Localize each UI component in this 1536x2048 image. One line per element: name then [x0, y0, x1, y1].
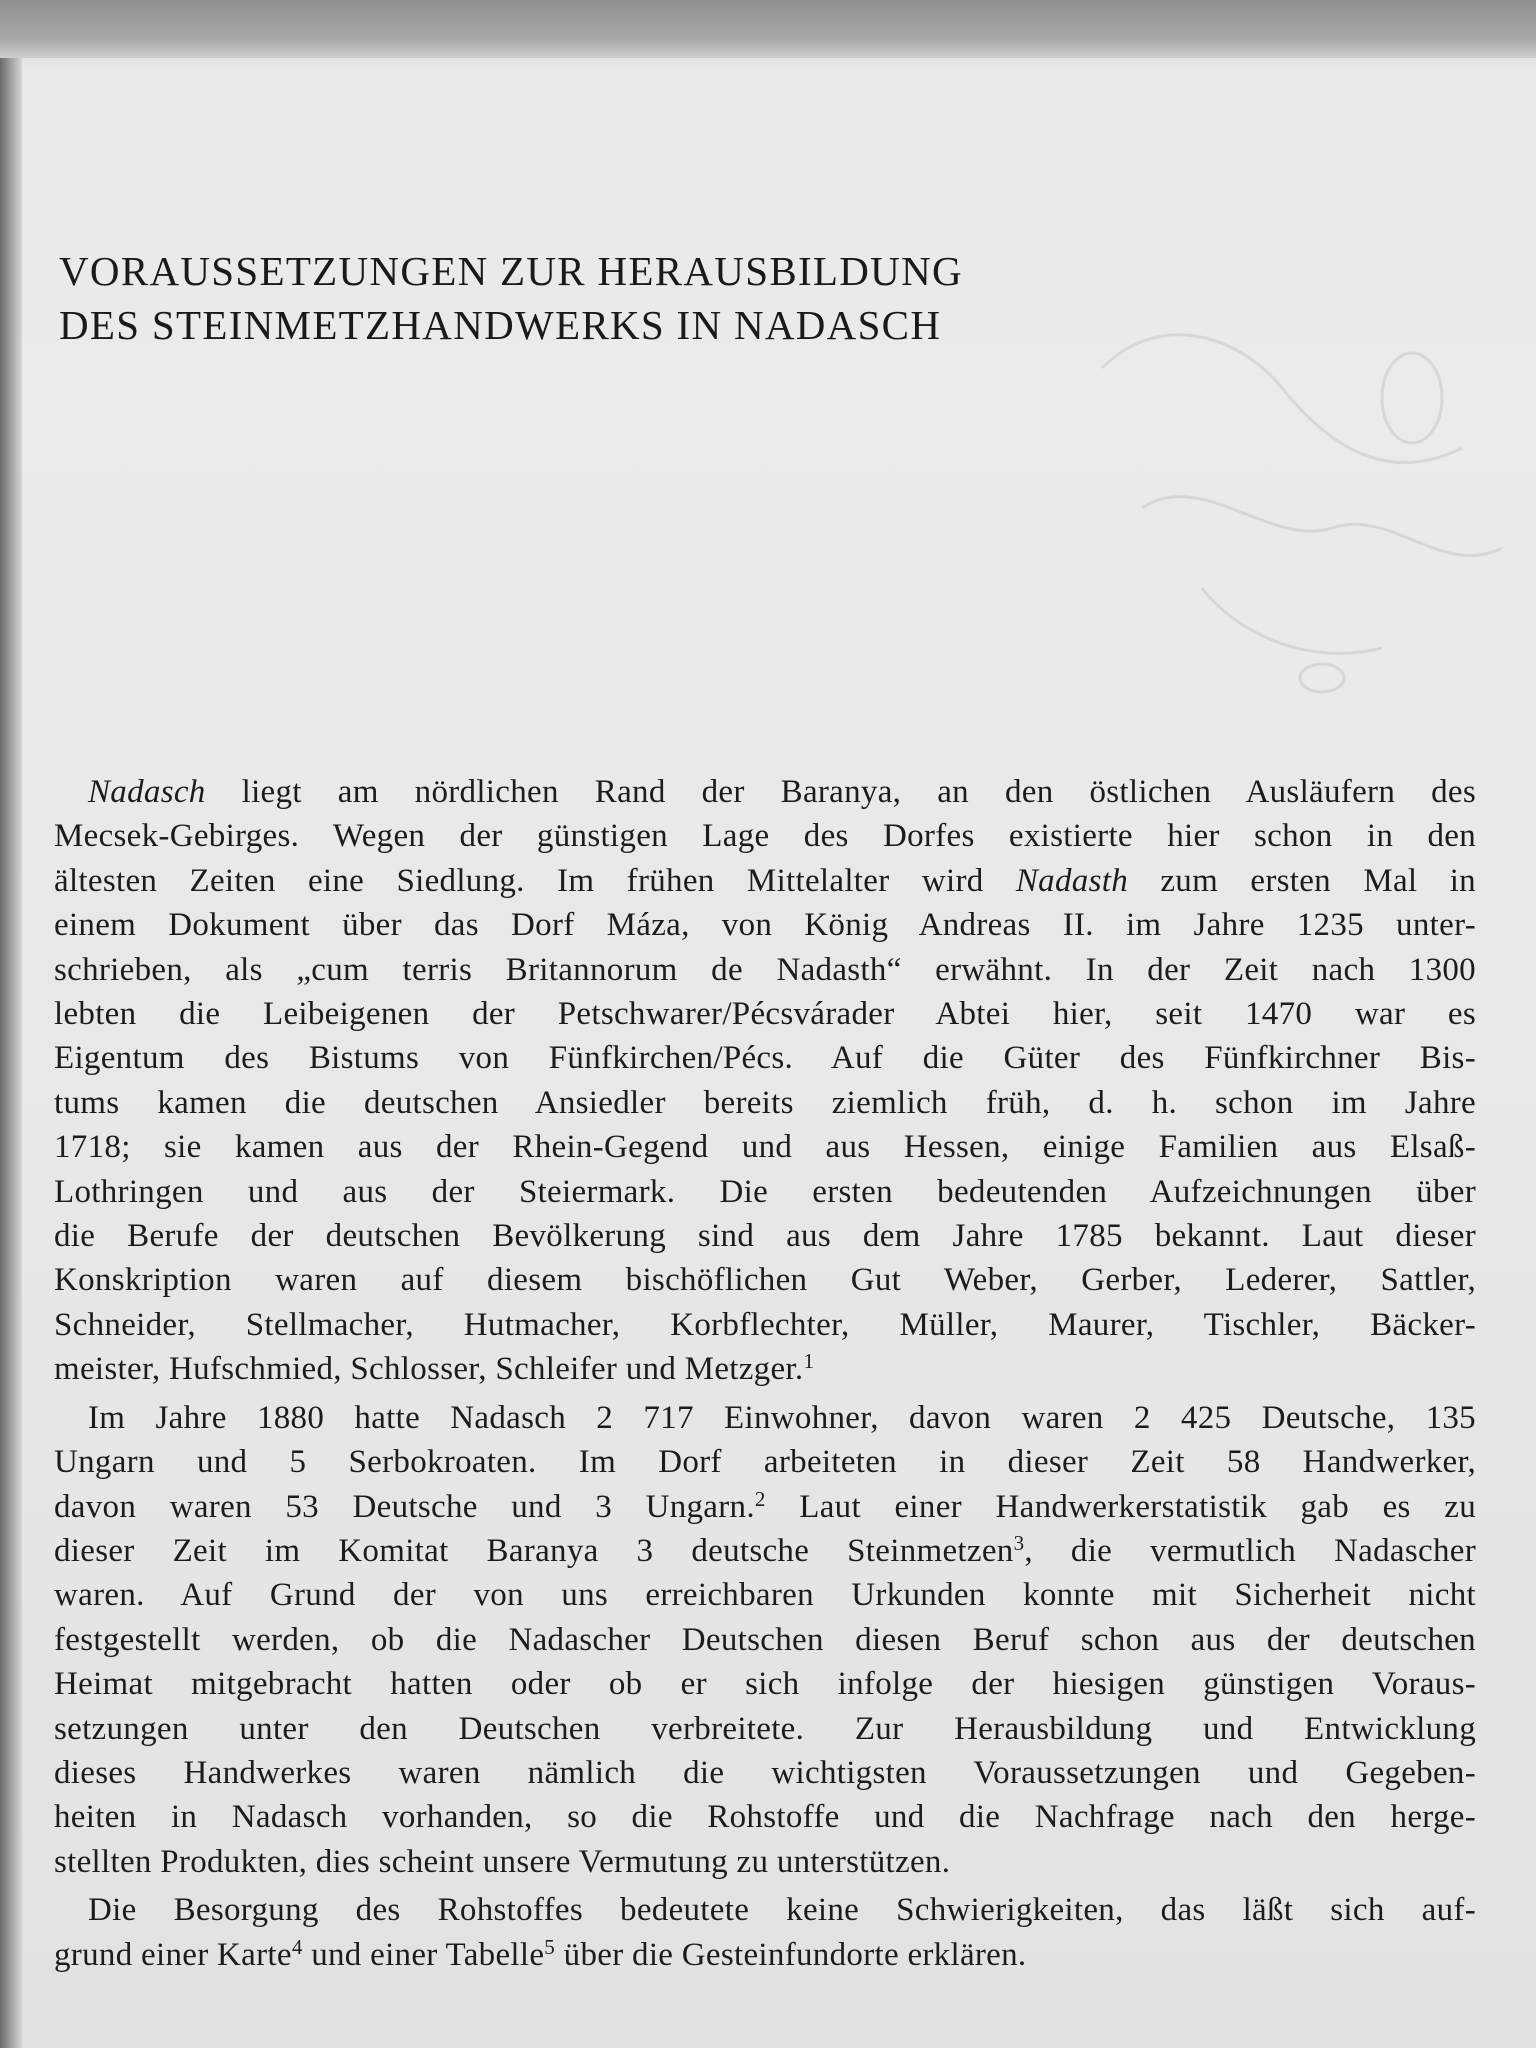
text-line: festgestellt werden, ob die Nadascher Deutschen diesen Beruf schon aus der deutschen — [54, 1621, 1476, 1658]
text-line: Im Jahre 1880 hatte Nadasch 2 717 Einwohner, davon waren 2 425 Deutsche, 135 — [88, 1399, 1476, 1436]
paragraph-2 — [54, 1396, 1476, 1884]
text-run: , die vermutlich Nadascher — [1024, 1532, 1476, 1569]
text-line: tums kamen die deutschen Ansiedler bereits ziemlich früh, d. h. schon im Jahre — [54, 1084, 1476, 1121]
text-run: zum ersten Mal in — [1128, 862, 1476, 899]
text-run: meister, Hufschmied, Schlosser, Schleifer und Metzger. — [54, 1351, 804, 1388]
scan-top-edge — [0, 0, 1536, 58]
paragraph-3 — [54, 1888, 1476, 1977]
text-line — [54, 859, 1476, 903]
footnote-marker: 2 — [754, 1486, 766, 1511]
article-body — [54, 770, 1476, 1981]
footnote-marker: 5 — [544, 1934, 556, 1959]
text-run: und einer Tabelle — [302, 1936, 545, 1973]
text-line: Schneider, Stellmacher, Hutmacher, Korbflechter, Müller, Maurer, Tischler, Bäcker- — [54, 1306, 1476, 1343]
text-line: Heimat mitgebracht hatten oder ob er sich infolge der hiesigen günstigen Voraus- — [54, 1666, 1476, 1703]
text-line: Ungarn und 5 Serbokroaten. Im Dorf arbeiteten in dieser Zeit 58 Handwerker, — [54, 1444, 1476, 1481]
text-line — [54, 770, 1476, 814]
italic-place-name: Nadasth — [1015, 862, 1128, 899]
text-line — [54, 1347, 1476, 1391]
text-line: Die Besorgung des Rohstoffes bedeutete keine Schwierigkeiten, das läßt sich auf- — [88, 1892, 1476, 1929]
text-line: Eigentum des Bistums von Fünfkirchen/Pécs. Auf die Güter des Fünfkirchner Bis- — [54, 1040, 1476, 1077]
text-line: einem Dokument über das Dorf Máza, von König Andreas II. im Jahre 1235 unter- — [54, 907, 1476, 944]
footnote-marker: 4 — [291, 1934, 303, 1959]
text-line — [54, 1485, 1476, 1529]
text-line: schrieben, als „cum terris Britannorum de Nadasth“ erwähnt. In der Zeit nach 1300 — [54, 951, 1476, 988]
text-run: dieser Zeit im Komitat Baranya 3 deutsche Steinmetzen — [54, 1532, 1014, 1569]
paragraph-1 — [54, 770, 1476, 1392]
text-line — [54, 1529, 1476, 1573]
book-gutter-shadow — [0, 58, 22, 2048]
text-line: stellten Produkten, dies scheint unsere Vermutung zu unterstützen. — [54, 1843, 951, 1880]
footnote-marker: 3 — [1013, 1530, 1025, 1555]
text-line — [54, 1933, 1476, 1977]
text-line: setzungen unter den Deutschen verbreitete. Zur Herausbildung und Entwicklung — [54, 1710, 1476, 1747]
text-line: dieses Handwerkes waren nämlich die wichtigsten Voraussetzungen und Gegeben- — [54, 1754, 1476, 1791]
text-line: Lothringen und aus der Steiermark. Die ersten bedeutenden Aufzeichnungen über — [54, 1173, 1476, 1210]
text-run: davon waren 53 Deutsche und 3 Ungarn. — [54, 1488, 755, 1525]
text-run: ältesten Zeiten eine Siedlung. Im frühen Mittelalter wird — [54, 862, 1016, 899]
text-run: liegt am nördlichen Rand der Baranya, an den östlichen Ausläufern des — [205, 774, 1476, 810]
text-line: Konskription waren auf diesem bischöflichen Gut Weber, Gerber, Lederer, Sattler, — [54, 1262, 1476, 1299]
text-line: lebten die Leibeigenen der Petschwarer/Pécsvárader Abtei hier, seit 1470 war es — [54, 996, 1476, 1033]
book-page — [22, 58, 1536, 2048]
text-run: über die Gesteinfundorte erklären. — [555, 1936, 1027, 1973]
footnote-marker: 1 — [803, 1349, 815, 1374]
text-line: 1718; sie kamen aus der Rhein-Gegend und aus Hessen, einige Familien aus Elsaß- — [54, 1129, 1476, 1166]
text-line: heiten in Nadasch vorhanden, so die Rohstoffe und die Nachfrage nach den herge- — [54, 1799, 1476, 1836]
text-line: waren. Auf Grund der von uns erreichbaren Urkunden konnte mit Sicherheit nicht — [54, 1577, 1476, 1614]
text-run: Laut einer Handwerkerstatistik gab es zu — [765, 1488, 1476, 1525]
text-run: grund einer Karte — [54, 1936, 292, 1973]
page-heading — [59, 244, 1359, 352]
text-line: Mecsek-Gebirges. Wegen der günstigen Lage des Dorfes existierte hier schon in den — [54, 818, 1476, 855]
italic-place-name: Nadasch — [88, 774, 206, 810]
text-line: die Berufe der deutschen Bevölkerung sind aus dem Jahre 1785 bekannt. Laut dieser — [54, 1218, 1476, 1255]
heading-line-2: DES STEINMETZHANDWERKS IN NADASCH — [59, 302, 942, 348]
heading-line-1: VORAUSSETZUNGEN ZUR HERAUSBILDUNG — [59, 248, 963, 294]
